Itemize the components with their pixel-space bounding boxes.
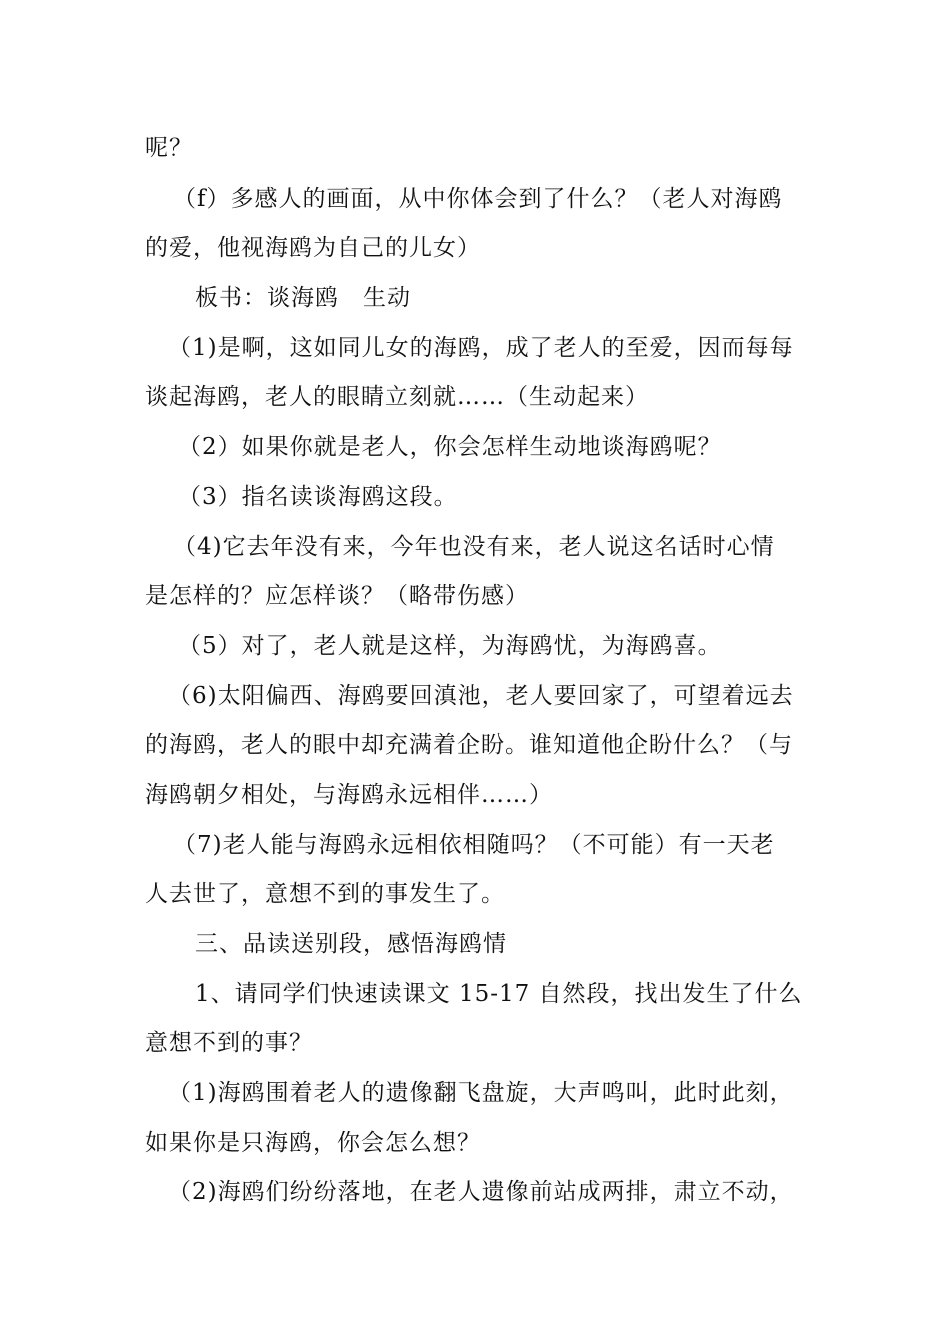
text-line: 三、品读送别段，感悟海鸥情 bbox=[195, 931, 507, 957]
text-line: 的海鸥，老人的眼中却充满着企盼。谁知道他企盼什么？（与 bbox=[145, 732, 793, 758]
text-line: 的爱，他视海鸥为自己的儿女） bbox=[145, 235, 481, 261]
text-line: （6)太阳偏西、海鸥要回滇池，老人要回家了，可望着远去 bbox=[168, 683, 794, 709]
text-line: 如果你是只海鸥，你会怎么想？ bbox=[145, 1130, 481, 1156]
text-line: （f）多感人的画面，从中你体会到了什么？（老人对海鸥 bbox=[173, 186, 783, 212]
text-line: （7)老人能与海鸥永远相依相随吗？（不可能）有一天老 bbox=[173, 832, 775, 858]
text-line: （1)海鸥围着老人的遗像翻飞盘旋，大声鸣叫，此时此刻， bbox=[168, 1080, 794, 1106]
text-line: （5）对了，老人就是这样，为海鸥忧，为海鸥喜。 bbox=[178, 633, 722, 659]
text-line: （2)海鸥们纷纷落地，在老人遗像前站成两排，肃立不动， bbox=[168, 1179, 794, 1205]
text-line: 是怎样的？应怎样谈？（略带伤感） bbox=[145, 583, 529, 609]
text-line: （1)是啊，这如同儿女的海鸥，成了老人的至爱，因而每每 bbox=[168, 335, 794, 361]
text-line: 海鸥朝夕相处，与海鸥永远相伴……） bbox=[145, 782, 553, 808]
text-line: 1、请同学们快速读课文 15-17 自然段，找出发生了什么 bbox=[195, 981, 803, 1007]
text-line: 人去世了，意想不到的事发生了。 bbox=[145, 881, 505, 907]
text-line: 板书：谈海鸥 生动 bbox=[195, 285, 411, 311]
text-line: （3）指名读谈海鸥这段。 bbox=[178, 484, 458, 510]
text-line: （4)它去年没有来，今年也没有来，老人说这名话时心情 bbox=[173, 534, 775, 560]
text-line: 意想不到的事？ bbox=[145, 1030, 313, 1056]
text-line: 呢？ bbox=[145, 135, 193, 161]
text-line: （2）如果你就是老人，你会怎样生动地谈海鸥呢？ bbox=[178, 434, 722, 460]
text-line: 谈起海鸥，老人的眼睛立刻就……（生动起来） bbox=[145, 384, 649, 410]
